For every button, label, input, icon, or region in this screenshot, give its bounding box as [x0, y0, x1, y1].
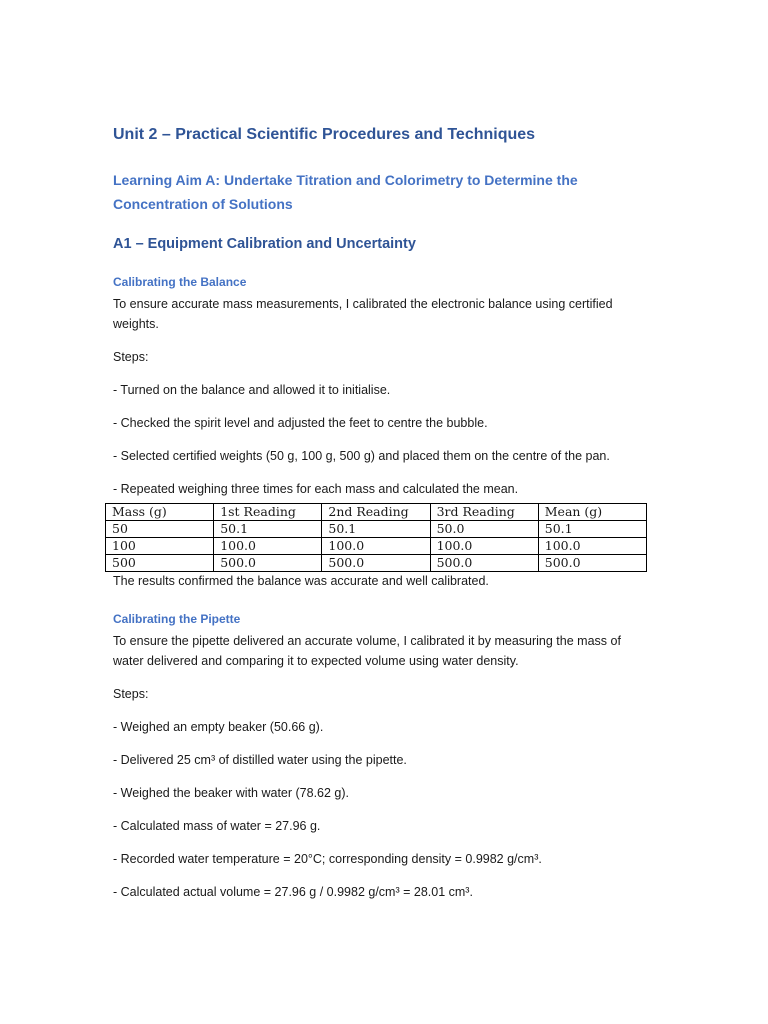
table-header-cell: Mass (g) [106, 504, 214, 521]
balance-heading: Calibrating the Balance [113, 275, 247, 289]
table-header-cell: 1st Reading [214, 504, 322, 521]
balance-calibration-table [105, 503, 647, 572]
table-cell: 500.0 [430, 555, 538, 572]
balance-steps-label: Steps: [113, 350, 149, 364]
table-cell: 50.0 [430, 521, 538, 538]
table-cell: 500 [106, 555, 214, 572]
pipette-step: - Weighed the beaker with water (78.62 g). [113, 786, 350, 800]
document-content [113, 124, 653, 915]
table-cell: 50.1 [214, 521, 322, 538]
table-header-cell: Mean (g) [538, 504, 646, 521]
table-cell: 500.0 [538, 555, 646, 572]
table-row [106, 538, 647, 555]
balance-step: - Repeated weighing three times for each mass and calculated the mean. [113, 482, 519, 496]
table-cell: 500.0 [322, 555, 430, 572]
pipette-heading: Calibrating the Pipette [113, 612, 241, 626]
table-header-row [106, 504, 647, 521]
pipette-step: - Calculated actual volume = 27.96 g / 0.9982 g/cm³ = 28.01 cm³. [113, 885, 473, 899]
table-header-cell: 3rd Reading [430, 504, 538, 521]
balance-intro: To ensure accurate mass measurements, I calibrated the electronic balance using certified weights. [113, 297, 613, 331]
pipette-step: - Delivered 25 cm³ of distilled water using the pipette. [113, 753, 407, 767]
table-row [106, 521, 647, 538]
page-title: Unit 2 – Practical Scientific Procedures and Techniques [113, 126, 536, 143]
balance-conclusion: The results confirmed the balance was accurate and well calibrated. [113, 574, 489, 588]
balance-step: - Checked the spirit level and adjusted the feet to centre the bubble. [113, 416, 488, 430]
table-cell: 50.1 [538, 521, 646, 538]
table-cell: 100 [106, 538, 214, 555]
table-header-cell: 2nd Reading [322, 504, 430, 521]
balance-step: - Turned on the balance and allowed it to initialise. [113, 383, 391, 397]
table-row [106, 555, 647, 572]
learning-aim-heading: Learning Aim A: Undertake Titration and Colorimetry to Determine the Concentration of Solutions [113, 172, 578, 212]
section-heading: A1 – Equipment Calibration and Uncertainty [113, 236, 416, 252]
table-cell: 50 [106, 521, 214, 538]
pipette-step: - Calculated mass of water = 27.96 g. [113, 819, 321, 833]
table-cell: 100.0 [538, 538, 646, 555]
pipette-step: - Weighed an empty beaker (50.66 g). [113, 720, 324, 734]
table-cell: 500.0 [214, 555, 322, 572]
table-cell: 50.1 [322, 521, 430, 538]
pipette-step: - Recorded water temperature = 20°C; corresponding density = 0.9982 g/cm³. [113, 852, 542, 866]
table-cell: 100.0 [430, 538, 538, 555]
balance-step: - Selected certified weights (50 g, 100 g, 500 g) and placed them on the centre of the pan. [113, 449, 610, 463]
pipette-intro: To ensure the pipette delivered an accurate volume, I calibrated it by measuring the mass of water delivered and comparing it to expected volume using water density. [113, 634, 621, 668]
table-cell: 100.0 [322, 538, 430, 555]
pipette-steps-label: Steps: [113, 687, 149, 701]
table-cell: 100.0 [214, 538, 322, 555]
